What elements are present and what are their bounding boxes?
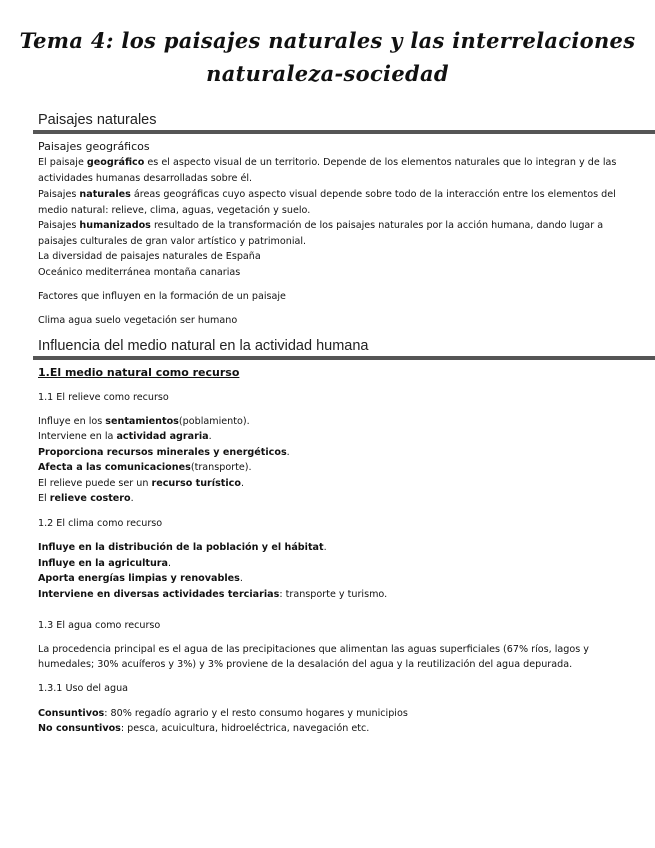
list-item: Afecta a las comunicaciones(transporte). — [38, 462, 252, 473]
list-item: No consuntivos: pesca, acuicultura, hidroeléctrica, navegación etc. — [38, 723, 370, 734]
list-item: Aporta energías limpias y renovables. — [38, 573, 243, 584]
paragraph-line: paisajes culturales de gran valor artístico y patrimonial. — [38, 236, 307, 247]
paragraph-line: Oceánico mediterránea montaña canarias — [38, 267, 241, 278]
paragraph-line: actividades humanas desarrolladas sobre él. — [38, 173, 253, 184]
paragraph-line: Paisajes humanizados resultado de la transformación de los paisajes naturales por la acción humana, dando lugar a — [38, 220, 604, 231]
paragraph-line: La procedencia principal es el agua de las precipitaciones que alimentan las aguas superficiales (67% ríos, lagos y — [38, 644, 589, 655]
list-item: Interviene en la actividad agraria. — [38, 431, 212, 442]
document-title-line-2: naturaleza-sociedad — [206, 61, 449, 86]
document-title-line-1: Tema 4: los paisajes naturales y las interrelaciones — [19, 28, 636, 53]
paragraph-line: medio natural: relieve, clima, aguas, vegetación y suelo. — [38, 205, 311, 216]
paragraph-line: Factores que influyen en la formación de un paisaje — [38, 291, 286, 302]
subsection-title: 1.3 El agua como recurso — [38, 620, 161, 631]
list-item: Influye en los sentamientos(poblamiento). — [38, 416, 250, 427]
section-rule — [33, 130, 655, 134]
subheading-paisajes-geograficos: Paisajes geográficos — [38, 140, 150, 153]
subsection-title-medio-natural: 1.El medio natural como recurso — [38, 366, 240, 379]
list-item: El relieve puede ser un recurso turístico. — [38, 478, 244, 489]
section-heading-paisajes-naturales: Paisajes naturales — [38, 112, 157, 128]
paragraph-line: El paisaje geográfico es el aspecto visual de un territorio. Depende de los elementos naturales que lo integran y de las — [38, 157, 617, 168]
list-item: Influye en la distribución de la población y el hábitat. — [38, 542, 327, 553]
paragraph-line: humedales; 30% acuíferos y 3%) y 3% proviene de la desalación del agua y la reutilización del agua depurada. — [38, 659, 573, 670]
section-heading-influencia: Influencia del medio natural en la actividad humana — [38, 338, 369, 354]
list-item: Interviene en diversas actividades terciarias: transporte y turismo. — [38, 589, 388, 600]
list-item: El relieve costero. — [38, 493, 134, 504]
subsection-title: 1.2 El clima como recurso — [38, 518, 163, 529]
subsection-title: 1.1 El relieve como recurso — [38, 392, 169, 403]
paragraph-line: Paisajes naturales áreas geográficas cuyo aspecto visual depende sobre todo de la interacción entre los elementos del — [38, 189, 616, 200]
list-item: Proporciona recursos minerales y energéticos. — [38, 447, 290, 458]
list-item: Consuntivos: 80% regadío agrario y el resto consumo hogares y municipios — [38, 708, 408, 719]
subsection-title: 1.3.1 Uso del agua — [38, 683, 129, 694]
paragraph-line: La diversidad de paisajes naturales de España — [38, 251, 261, 262]
list-item: Influye en la agricultura. — [38, 558, 172, 569]
paragraph-line: Clima agua suelo vegetación ser humano — [38, 315, 238, 326]
section-rule — [33, 356, 655, 360]
